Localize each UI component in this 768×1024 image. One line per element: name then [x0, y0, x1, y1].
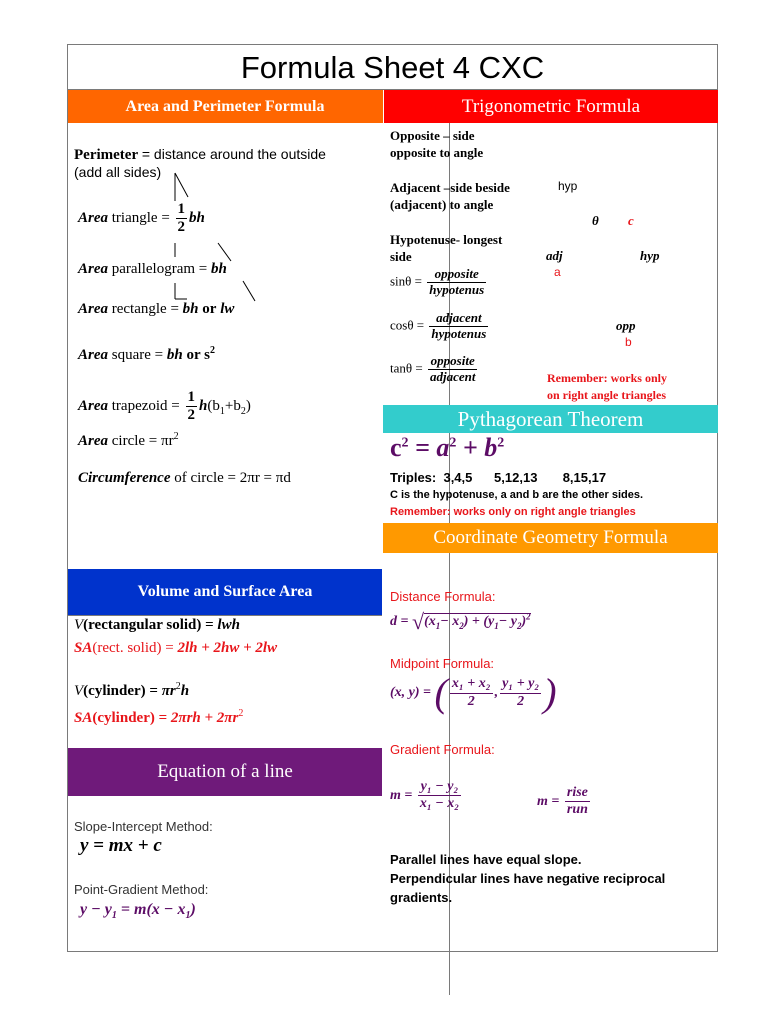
distance-formula: $d = √(x_1- x_2) + (y_1- y_2)^2$: [390, 609, 531, 634]
distance-label: Distance Formula:: [390, 589, 496, 604]
volume-cylinder: V(cylinder) = $\pi r^2h$: [74, 681, 190, 699]
pythagorean-equation: $c^2 = a^2 + b^2$: [390, 433, 505, 462]
adjacent-definition: Adjacent –side beside (adjacent) to angle: [390, 180, 510, 212]
b-label: b: [625, 335, 632, 349]
hypotenuse-definition: Hypotenuse- longest side: [390, 232, 503, 264]
area-parallelogram: Area parallelogram = bh: [78, 261, 227, 277]
adj-label: adj: [546, 248, 563, 263]
theta-label: θ: [592, 213, 599, 228]
pythagorean-remember: Remember: works only on right angle triangles: [390, 506, 636, 518]
perimeter-note: (add all sides): [74, 164, 162, 180]
header-trigonometric: Trigonometric Formula: [384, 90, 718, 123]
page-title: Formula Sheet 4 CXC: [240, 50, 545, 85]
sine-formula: sinθ = $\frac{\text{opposite}}{\text{hypotenus}}$: [390, 266, 485, 297]
header-coordinate: Coordinate Geometry Formula: [383, 523, 718, 553]
area-trapezoid: Area trapezoid = $\frac{1}{2}$ $h(b_1+b_2)$: [78, 389, 251, 424]
slope-intercept-label: Slope-Intercept Method:: [74, 819, 213, 834]
rise-over-run: m = $\frac{\text{rise}}{\text{run}}$: [537, 785, 588, 818]
c-label: c: [628, 213, 634, 228]
sa-rect-solid: SA(rect. solid) = 2lh + 2hw + 2lw: [74, 640, 278, 656]
header-pythagorean: Pythagorean Theorem: [383, 405, 718, 433]
sa-cylinder: SA(cylinder) = $2\pi rh + 2\pi r^2$: [74, 708, 244, 726]
pythagorean-note: C is the hypotenuse, a and b are the other sides.: [390, 489, 644, 501]
pythagorean-triples: Triples: 3,4,5 5,12,13 8,15,17: [390, 470, 607, 485]
opp-label: opp: [616, 318, 636, 333]
midpoint-label: Midpoint Formula:: [390, 656, 495, 671]
trig-remember-note: Remember: works only on right angle triangles: [547, 371, 667, 402]
midpoint-formula: (x, y) = ( $\frac{\text{x₁ + x₂}}{2}$ , $\frac{\text{y₁ + y₂}}{2}$ ): [390, 670, 557, 715]
header-equation-line: Equation of a line: [68, 748, 382, 796]
gradient-formula: m = $\frac{\text{y₁ − y₂}}{\text{x₁ − x₂}}$: [390, 779, 460, 812]
volume-rect-solid: V(rectangular solid) = lwh: [74, 617, 240, 633]
header-area-perimeter: Area and Perimeter Formula: [68, 90, 382, 123]
parallel-perpendicular-note: Parallel lines have equal slope. Perpendicular lines have negative reciprocal gradients.: [390, 852, 666, 905]
perimeter-line: Perimeter = distance around the outside: [74, 146, 326, 163]
point-gradient-equation: $y - y_1 = m(x - x_1)$: [80, 901, 196, 922]
gradient-label: Gradient Formula:: [390, 742, 495, 757]
area-square: Area square = bh or $s^2$: [78, 345, 215, 363]
circumference: Circumference of circle = 2πr = πd: [78, 470, 291, 486]
area-triangle: Area triangle = $\frac{1}{2}$ bh: [78, 201, 205, 236]
formula-sheet: [67, 44, 718, 952]
slope-intercept-equation: y = mx + c: [80, 835, 162, 856]
decorative-strokes: [163, 165, 273, 305]
a-label: a: [554, 265, 561, 279]
hyp-label: hyp: [558, 179, 578, 193]
cosine-formula: cosθ = $\frac{\text{adjacent}}{\text{hypotenus}}$: [390, 310, 487, 341]
header-volume-surface: Volume and Surface Area: [68, 569, 382, 615]
area-circle: Area circle = $\pi r^2$: [78, 431, 179, 449]
point-gradient-label: Point-Gradient Method:: [74, 882, 209, 897]
area-rectangle: Area rectangle = bh or lw: [78, 301, 235, 317]
hyp-label-2: hyp: [640, 248, 660, 263]
tangent-formula: tanθ = $\frac{\text{opposite}}{\text{adjacent}}$: [390, 353, 476, 384]
opposite-definition: Opposite – side opposite to angle: [390, 128, 484, 160]
